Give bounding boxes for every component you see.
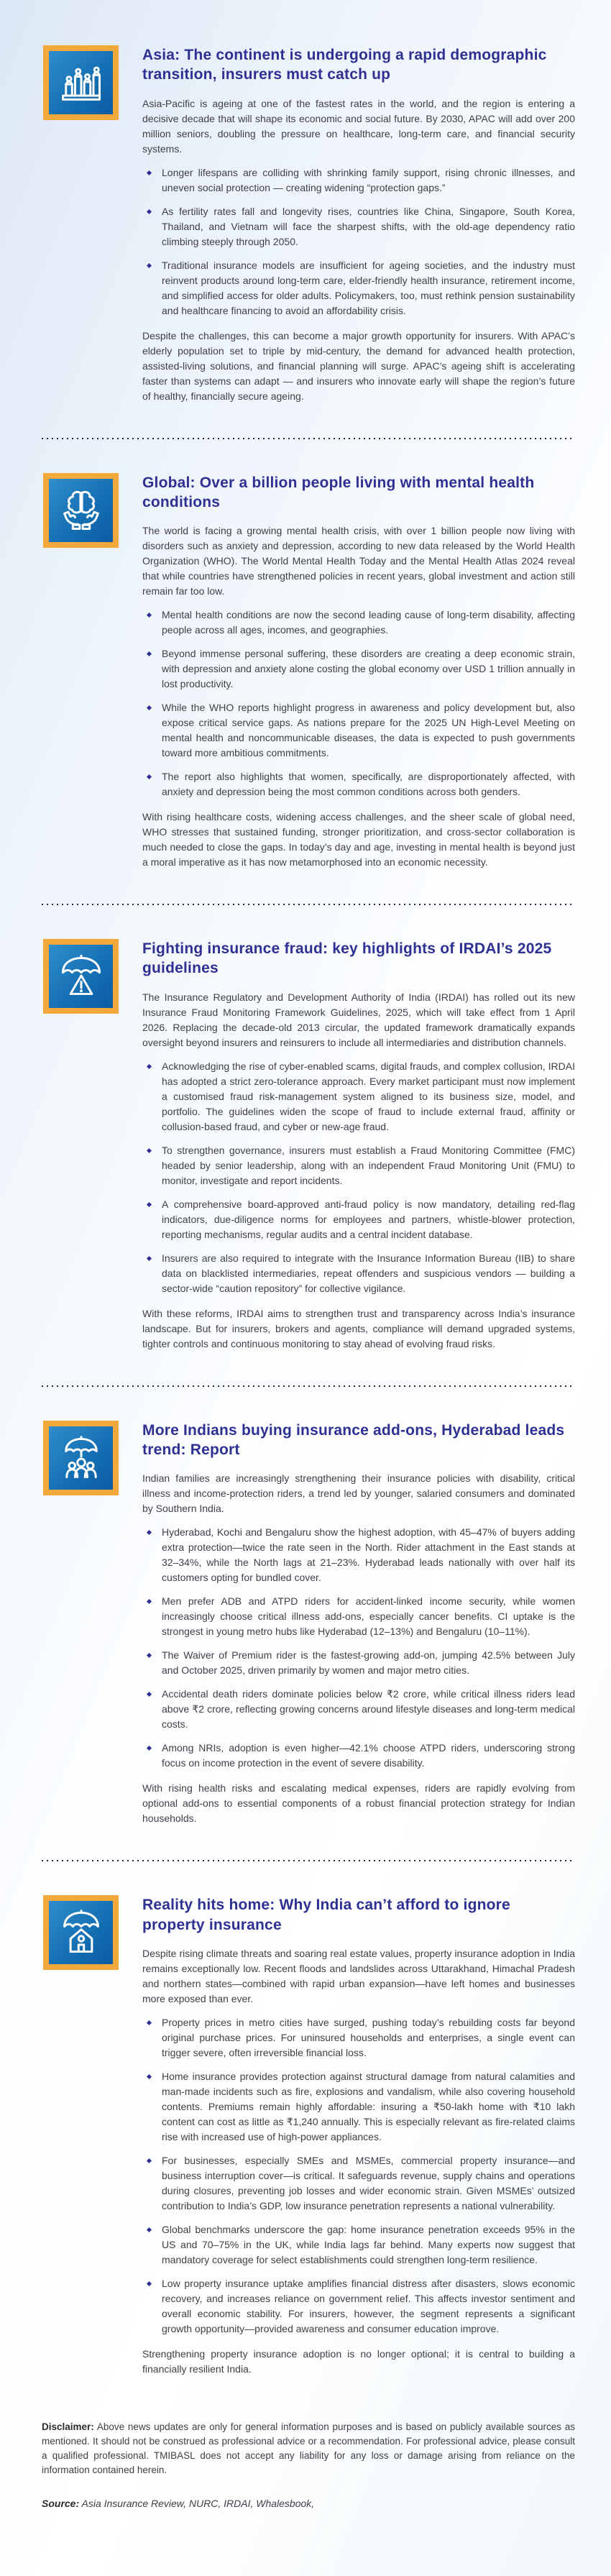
bullet-item: For businesses, especially SMEs and MSMEs, commercial property insurance—and business interruption cover—is critical. It safeguards revenue, supply chains and operations during closures, preventing job losses and wider economic strain. Given MSMEs’ outsized contribution to India’s GDP, low insurance penetration represents a national vulnerability.: [142, 2153, 575, 2214]
icon-frame: [43, 473, 119, 548]
section-outro: With rising healthcare costs, widening access challenges, and the sheer scale of global need, WHO stresses that sustained funding, stronger prioritization, and cross-sector collaboration is much needed to close the gaps. In today’s day and age, investing in mental health is beyond just a moral imperative as it has now metamorphosed into an economic necessity.: [142, 811, 575, 868]
dotted-divider: [42, 1860, 575, 1861]
section-outro: With rising health risks and escalating medical expenses, riders are rapidly evolving from optional add-ons to essential components of a robust financial protection strategy for Indian households.: [142, 1782, 575, 1825]
bullet-item: Property prices in metro cities have surged, pushing today’s rebuilding costs far beyond original purchase prices. For uninsured households and enterprises, a single event can trigger severe, often irreversible financial loss.: [142, 2015, 575, 2061]
icon-frame: [43, 45, 119, 120]
news-section: [0, 45, 611, 404]
section-content: [142, 473, 575, 871]
bullet-list: [142, 165, 575, 318]
dotted-divider: [42, 904, 575, 905]
icon-frame: [43, 939, 119, 1014]
section-content: [142, 1895, 575, 2377]
bullet-item: Hyderabad, Kochi and Bengaluru show the highest adoption, with 45–47% of buyers adding extra protection—twice the rate seen in the North. Rider attachment in the East stands at 32–34%, while the North lags at 21–23%. Hyderabad leads nationally with over half its customers opting for bundled cover.: [142, 1525, 575, 1585]
section-outro: With these reforms, IRDAI aims to strengthen trust and transparency across India’s insurance landscape. But for insurers, brokers and agents, compliance will demand upgraded systems, tighter controls and continuous monitoring to stay ahead of evolving fraud risks.: [142, 1307, 575, 1349]
icon-frame: [43, 1895, 119, 1970]
dotted-divider: [42, 438, 575, 439]
news-section: [0, 1895, 611, 2377]
bullet-item: Low property insurance uptake amplifies financial distress after disasters, slows economic recovery, and increases reliance on government relief. This affects investor sentiment and overall economic stability. For insurers, however, the segment represents a significant growth opportunity—provided awareness and consumer education improve.: [142, 2276, 575, 2337]
section-heading: More Indians buying insurance add-ons, Hyderabad leads trend: Report: [142, 1421, 565, 1459]
bullet-item: Beyond immense personal suffering, these disorders are creating a deep economic strain, with depression and anxiety alone costing the global economy over USD 1 trillion annually in lost productivity.: [142, 646, 575, 692]
bullet-item: Among NRIs, adoption is even higher—42.1% choose ATPD riders, underscoring strong focus on income protection in the event of severe disability.: [142, 1741, 575, 1771]
section-heading: Global: Over a billion people living with mental health conditions: [142, 474, 535, 510]
bullet-item: Traditional insurance models are insufficient for ageing societies, and the industry must reinvent products around long-term care, elder-friendly health insurance, retirement income, and simplified access for older adults. Policymakers, too, must rethink pension sustainability and healthcare financing to avoid an affordability crisis.: [142, 258, 575, 318]
footer: [0, 2377, 611, 2533]
source-label: Source:: [42, 2497, 80, 2509]
section-content: [142, 939, 575, 1352]
section-intro: Indian families are increasingly strengthening their insurance policies with disability, critical illness and income-protection riders, a trend led by younger, salaried consumers and dominated by Southern India.: [142, 1472, 575, 1515]
section-outro: Despite the challenges, this can become a major growth opportunity for insurers. With APAC’s elderly population set to triple by mid-century, the demand for advanced health protection, assisted-living solutions, and financial planning will surge. APAC’s ageing shift is accelerating faster than systems can adapt — and insurers who innovate early will shape the region’s future of healthy, financially secure ageing.: [142, 329, 575, 402]
brain-in-hands-icon: [57, 486, 106, 535]
bullet-item: The report also highlights that women, specifically, are disproportionately affected, with anxiety and depression being the most common conditions across both genders.: [142, 769, 575, 799]
news-sections: [0, 45, 611, 2377]
umbrella-family-icon: [57, 1434, 106, 1482]
bullet-list: [142, 608, 575, 799]
section-heading: Asia: The continent is undergoing a rapid demographic transition, insurers must catch up: [142, 47, 547, 83]
news-section: [0, 473, 611, 871]
bullet-item: Acknowledging the rise of cyber-enabled scams, digital frauds, and complex collusion, IRDAI has adopted a strict zero-tolerance approach. Every market participant must now implement a customised fraud risk-management system aligned to its business size, model, and portfolio. The guidelines widen the scope of fraud to include external fraud, affinity or collusion-based fraud, and cyber or new-age fraud.: [142, 1059, 575, 1135]
bullet-item: The Waiver of Premium rider is the fastest-growing add-on, jumping 42.5% between July and October 2025, driven primarily by women and major metro cities.: [142, 1648, 575, 1678]
section-intro: Despite rising climate threats and soaring real estate values, property insurance adoption in India remains exceptionally low. Recent floods and landslides across Uttarakhand, Himachal Pradesh and northern states—combined with rapid urban expansion—have left homes and businesses more exposed than ever.: [142, 1947, 575, 2004]
population-chart-icon: [57, 58, 106, 107]
umbrella-warning-icon: [57, 952, 106, 1001]
bullet-item: A comprehensive board-approved anti-fraud policy is now mandatory, detailing red-flag indicators, due-diligence norms for employees and partners, whistle-blower protection, reporting mechanisms, regular audits and a central incident database.: [142, 1197, 575, 1242]
section-content: [142, 45, 575, 404]
news-section: [0, 1421, 611, 1827]
source-text: Source: Asia Insurance Review, NURC, IRDAI, Whalesbook,: [42, 2497, 315, 2509]
disclaimer-label: Disclaimer:: [42, 2421, 94, 2432]
bullet-item: Longer lifespans are colliding with shrinking family support, rising chronic illnesses, and uneven social protection — creating widening “protection gaps.”: [142, 165, 575, 196]
bullet-item: To strengthen governance, insurers must establish a Fraud Monitoring Committee (FMC) headed by senior leadership, along with an independent Fraud Monitoring Unit (FMU) to monitor, investigate and report incidents.: [142, 1143, 575, 1188]
bullet-item: Global benchmarks underscore the gap: home insurance penetration exceeds 95% in the US and 70–75% in the UK, while India lags far behind. Many experts now suggest that mandatory coverage for select establishments could strengthen long-term resilience.: [142, 2222, 575, 2268]
bullet-item: Insurers are also required to integrate with the Insurance Information Bureau (IIB) to share data on blacklisted intermediaries, repeat offenders and suspicious vendors — building a sector-wide “caution repository” for collective vigilance.: [142, 1251, 575, 1296]
icon-frame: [43, 1421, 119, 1495]
bullet-item: As fertility rates fall and longevity rises, countries like China, Singapore, South Korea, Thailand, and Vietnam will face the sharpest shifts, with the old-age dependency ratio climbing steeply through 2050.: [142, 204, 575, 249]
section-intro: The Insurance Regulatory and Development Authority of India (IRDAI) has rolled out its new Insurance Fraud Monitoring Framework Guidelines, 2025, which will take effect from 1 April 2026. Replacing the decade-old 2013 circular, the updated framework dramatically expands oversight beyond insurers and reinsurers to include all intermediaries and distribution channels.: [142, 991, 575, 1048]
bullet-item: Home insurance provides protection against structural damage from natural calamities and man-made incidents such as fire, explosions and vandalism, while also covering household contents. Premiums remain highly affordable: insuring a ₹50-lakh home with ₹10 lakh content can cost as little as ₹1,240 annually. This is especially relevant as fire-related claims rise with increased use of high-power appliances.: [142, 2069, 575, 2145]
bullet-list: [142, 1525, 575, 1771]
section-outro: Strengthening property insurance adoption is no longer optional; it is central to building a financially resilient India.: [142, 2347, 575, 2375]
section-heading: Reality hits home: Why India can’t afford to ignore property insurance: [142, 1897, 510, 1933]
bullet-item: While the WHO reports highlight progress in awareness and policy development but, also expose critical service gaps. As nations prepare for the 2025 UN High-Level Meeting on mental health and noncommunicable diseases, the data is expected to push governments toward more ambitious commitments.: [142, 700, 575, 761]
bullet-list: [142, 1059, 575, 1296]
section-intro: Asia-Pacific is ageing at one of the fastest rates in the world, and the region is entering a decisive decade that will shape its economic and social future. By 2030, APAC will add over 200 million seniors, doubling the pressure on healthcare, long-term care, and financial security systems.: [142, 97, 575, 155]
bullet-item: Mental health conditions are now the second leading cause of long-term disability, affecting people across all ages, incomes, and geographies.: [142, 608, 575, 638]
disclaimer-text: Disclaimer: Above news updates are only for general information purposes and is based on publicly available sources as mentioned. It should not be construed as professional advice or a recommendation. For professional advice, please consult a qualified professional. TMIBASL does not accept any liability for any loss or damage arising from reliance on the information contained herein.: [42, 2421, 575, 2475]
section-heading: Fighting insurance fraud: key highlights of IRDAI’s 2025 guidelines: [142, 940, 552, 977]
bullet-item: Men prefer ADB and ATPD riders for accident-linked income security, while women increasingly choose critical illness add-ons, especially cancer benefits. CI uptake is the strongest in young metro hubs like Hyderabad (12–13%) and Bengaluru (10–11%).: [142, 1594, 575, 1639]
section-intro: The world is facing a growing mental health crisis, with over 1 billion people now living with disorders such as anxiety and depression, according to new data released by the World Health Organization (WHO). The World Mental Health Today and the Mental Health Atlas 2024 reveal that while countries have strengthened policies in recent years, global investment and action still remain far too low.: [142, 525, 575, 597]
umbrella-house-icon: [57, 1908, 106, 1957]
bullet-item: Accidental death riders dominate policies below ₹2 crore, while critical illness riders lead above ₹2 crore, reflecting growing concerns around lifestyle diseases and long-term medical costs.: [142, 1687, 575, 1732]
news-section: [0, 939, 611, 1352]
dotted-divider: [42, 1385, 575, 1387]
bullet-list: [142, 2015, 575, 2337]
section-content: [142, 1421, 575, 1827]
